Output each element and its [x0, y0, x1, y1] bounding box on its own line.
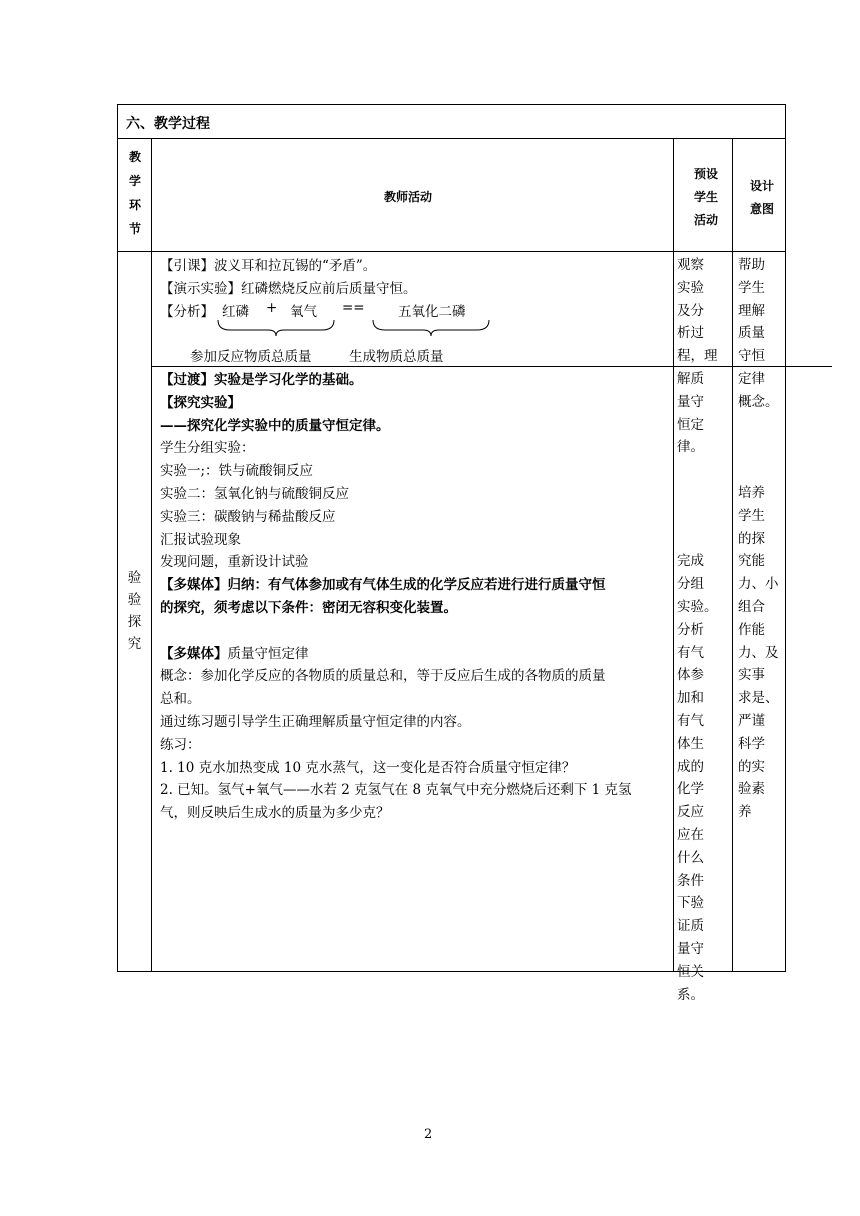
- brace-right-label: 生成物质总质量: [349, 349, 444, 365]
- equation-product: 五氧化二磷: [398, 304, 466, 320]
- col-divider-1: [151, 138, 152, 971]
- row-divider-1: [118, 138, 785, 139]
- intro-line-3: 【分析】: [160, 304, 214, 320]
- header-design-intent: 设计 意图: [749, 179, 774, 216]
- stage-label: 验 验 探 究: [127, 570, 142, 652]
- design-intent-column-b: 培养 学生 的探 究能 力、小 组合 作能 力、及 实事 求是、 严谨 科学 的实 验素 养: [738, 485, 779, 821]
- equation-plus: +: [266, 300, 278, 316]
- equation-reactant-a: 红磷: [222, 304, 249, 320]
- brace-right-icon: [371, 318, 491, 338]
- col-divider-3: [732, 138, 733, 971]
- header-teacher-activity: 教师活动: [384, 190, 433, 204]
- page-number: 2: [424, 1127, 433, 1142]
- section-title: 六、教学过程: [126, 116, 210, 132]
- equation-reactant-b: 氧气: [290, 304, 317, 320]
- header-student-activity: 预设 学生 活动: [693, 167, 718, 227]
- row-divider-2: [118, 251, 785, 252]
- intro-line-1: 【引课】波义耳和拉瓦锡的“矛盾”。: [160, 258, 377, 274]
- col-divider-2: [673, 138, 674, 971]
- student-activity-column: 观察 实验 及分 析过 程，理 解质 量守 恒定 律。 完成 分组 实验。 分析 有气 体参 加和 有气 体生 成的 化学 反应 应在 什么 条件 下验 证质 量守 恒关 系。: [677, 257, 718, 1003]
- teacher-activity-main: 【过渡】实验是学习化学的基础。 【探究实验】 ——探究化学实验中的质量守恒定律。 学生分组实验： 实验一;：铁与硫酸铜反应 实验二：氢氧化钠与硫酸铜反应 实验三：碳酸钠与稀盐酸反应 汇报试验现象 发现问题，重新设计试验 【多媒体】归纳：有气体参加或有气体生成的化学反应若进行进行质量守恒 的探究，须考虑以下条件：密闭无容积变化装置。 【多媒体】质量守恒定律 概念：参加化学反应的各物质的质量总和，等于反应后生成的各物质的质量 总和。 通过练习题引导学生正确理解质量守恒定律的内容。 练习： 1. 10 克水加热变成 10 克水蒸气，这一变化是否符合质量守恒定律？ 2. 已知。氢气+氧气——水若 2 克氢气在 8 克氧气中充分燃烧后还剩下 1 克氢 气，则反映后生成水的质量为多少克？: [160, 372, 632, 822]
- equation-equals: ==: [342, 300, 365, 316]
- lesson-process-table: [117, 104, 786, 1003]
- intro-line-2: 【演示实验】红磷燃烧反应前后质量守恒。: [160, 281, 417, 297]
- brace-left-icon: [216, 318, 336, 338]
- brace-left-label: 参加反应物质总质量: [190, 349, 312, 365]
- header-stage: 教 学 环 节: [128, 150, 141, 236]
- design-intent-column-a: 帮助 学生 理解 质量 守恒 定律 概念。: [738, 257, 779, 410]
